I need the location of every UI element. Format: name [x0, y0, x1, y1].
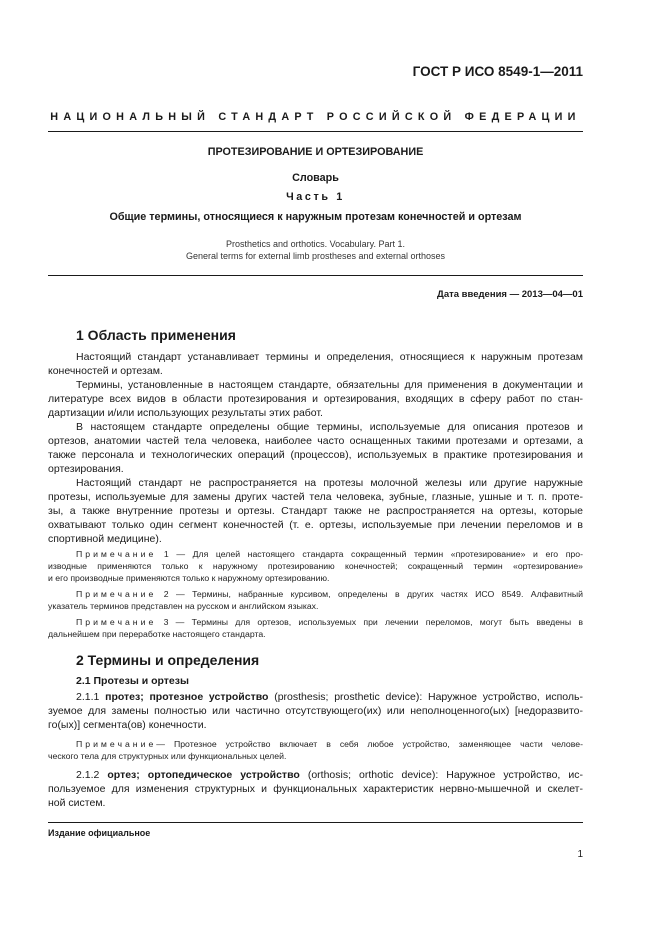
body-line: Настоящий стандарт не распространяется на протезы молочной железы или другие наружные	[76, 477, 583, 489]
term-2-1-1-line-3: го(ых)] сегмента(ов) конечности.	[48, 719, 207, 731]
term-2-1-2-line-2: пользуемое для изменения структурных и функциональных характеристик нервно-мышечной и скелет-	[48, 783, 583, 795]
term-2-1-1-line-2: зуемое для замены полностью или частично отсутствующего(их) или неполноценного(ых) [недоразвито-	[48, 705, 583, 717]
body-line: спортивной медицине).	[48, 533, 162, 545]
subsection-2-1-heading: 2.1 Протезы и ортезы	[76, 675, 189, 687]
body-line: зы, а также внутренние протезы и ортезы. Стандарт также не распространяется на ортезы, которые	[48, 505, 583, 517]
body-line: также персонала и технологических операций (процессов), используемых в практике протезирования и	[48, 449, 583, 461]
note-label: Примечание	[76, 589, 157, 599]
note-label: Примечание	[76, 617, 157, 627]
english-title-line-2: General terms for external limb prostheses and external orthoses	[185, 251, 446, 261]
document-subtitle: Общие термины, относящиеся к наружным протезам конечностей и ортезам	[109, 211, 522, 223]
english-title-line-1: Prosthetics and orthotics. Vocabulary. Part 1.	[226, 239, 405, 249]
term-2-1-2: ортез; ортопедическое устройство	[107, 769, 300, 781]
body-line: литературе всех видов в области протезирования и ортезирования, входящих в сферу работ по стан-	[48, 393, 583, 405]
term-2-1-1: протез; протезное устройство	[105, 691, 269, 703]
national-standard-banner: НАЦИОНАЛЬНЫЙ СТАНДАРТ РОССИЙСКОЙ ФЕДЕРАЦИИ	[50, 111, 581, 123]
note-2-line-2: указатель терминов представлен на русском и английском языках.	[48, 601, 319, 611]
document-part-label: Часть 1	[286, 191, 345, 203]
body-line: Термины, установленные в настоящем стандарте, обязательны для применения в документации и	[76, 379, 583, 391]
footer-rule	[48, 822, 583, 823]
publication-label: Издание официальное	[48, 828, 151, 838]
body-line: протезы, используемые для замены других частей тела человека, зубные, глазные, ушные и т. п. проте-	[48, 491, 583, 503]
title-rule	[48, 275, 583, 276]
section-1-heading: 1 Область применения	[76, 327, 236, 343]
term-2-1-1-line-1: 2.1.1 протез; протезное устройство (prosthesis; prosthetic device): Наружное устройство, исполь-	[76, 691, 584, 703]
note-1-line-2: изводные применяются только к наружному протезированию конечностей; сокращенный термин «ортезирование»	[48, 561, 583, 571]
body-line: конечностей и ортезам.	[48, 365, 163, 377]
note-label: Примечание	[76, 549, 157, 559]
section-2-heading: 2 Термины и определения	[76, 652, 260, 668]
body-line: охватывают только один сегмент конечностей (т. е. ортезы, используемые при лечении переломов и в	[48, 519, 583, 531]
note-1-line-3: и его производные применяются только к наружному ортезированию.	[48, 573, 330, 583]
body-line: ортезирования.	[48, 463, 124, 475]
header-rule	[48, 131, 583, 132]
note-3-line-1: Примечание 3 — Термины для ортезов, используемых при лечении переломов, могут быть введены в	[76, 617, 583, 627]
term-2-1-1-note-line-1: Примечание— Протезное устройство включает в себя любое устройство, заменяющее части челове-	[76, 739, 583, 749]
term-2-1-1-note-line-2: ческого тела для структурных или функциональных целей.	[48, 751, 287, 761]
note-3-line-2: дальнейшем при переработке настоящего стандарта.	[48, 629, 266, 639]
standard-id: ГОСТ Р ИСО 8549-1—2011	[412, 64, 583, 79]
body-line: ортезов, анатомии частей тела человека, наиболее часто оснащенных такими протезами и ортезами, а	[48, 435, 583, 447]
document-title: ПРОТЕЗИРОВАНИЕ И ОРТЕЗИРОВАНИЕ	[207, 146, 424, 158]
note-1-line-1: Примечание 1 — Для целей настоящего стандарта сокращенный термин «протезирование» и его про-	[76, 549, 583, 559]
page-number: 1	[577, 849, 583, 860]
body-line: дартизации и/или использующих результаты этих работ.	[48, 407, 323, 419]
body-line: Настоящий стандарт устанавливает термины и определения, относящиеся к наружным протезам	[76, 351, 583, 363]
body-line: В настоящем стандарте определены общие термины, используемые для описания протезов и	[76, 421, 583, 433]
note-label: Примечание	[76, 739, 157, 749]
note-2-line-1: Примечание 2 — Термины, набранные курсивом, определены в других частях ИСО 8549. Алфавитный	[76, 589, 583, 599]
term-2-1-2-line-3: ной систем.	[48, 797, 106, 809]
document-dictionary-label: Словарь	[292, 172, 339, 184]
introduction-date: Дата введения — 2013—04—01	[437, 289, 583, 300]
term-2-1-2-line-1: 2.1.2 ортез; ортопедическое устройство (orthosis; orthotic device): Наружное устройство, ис-	[76, 769, 583, 781]
